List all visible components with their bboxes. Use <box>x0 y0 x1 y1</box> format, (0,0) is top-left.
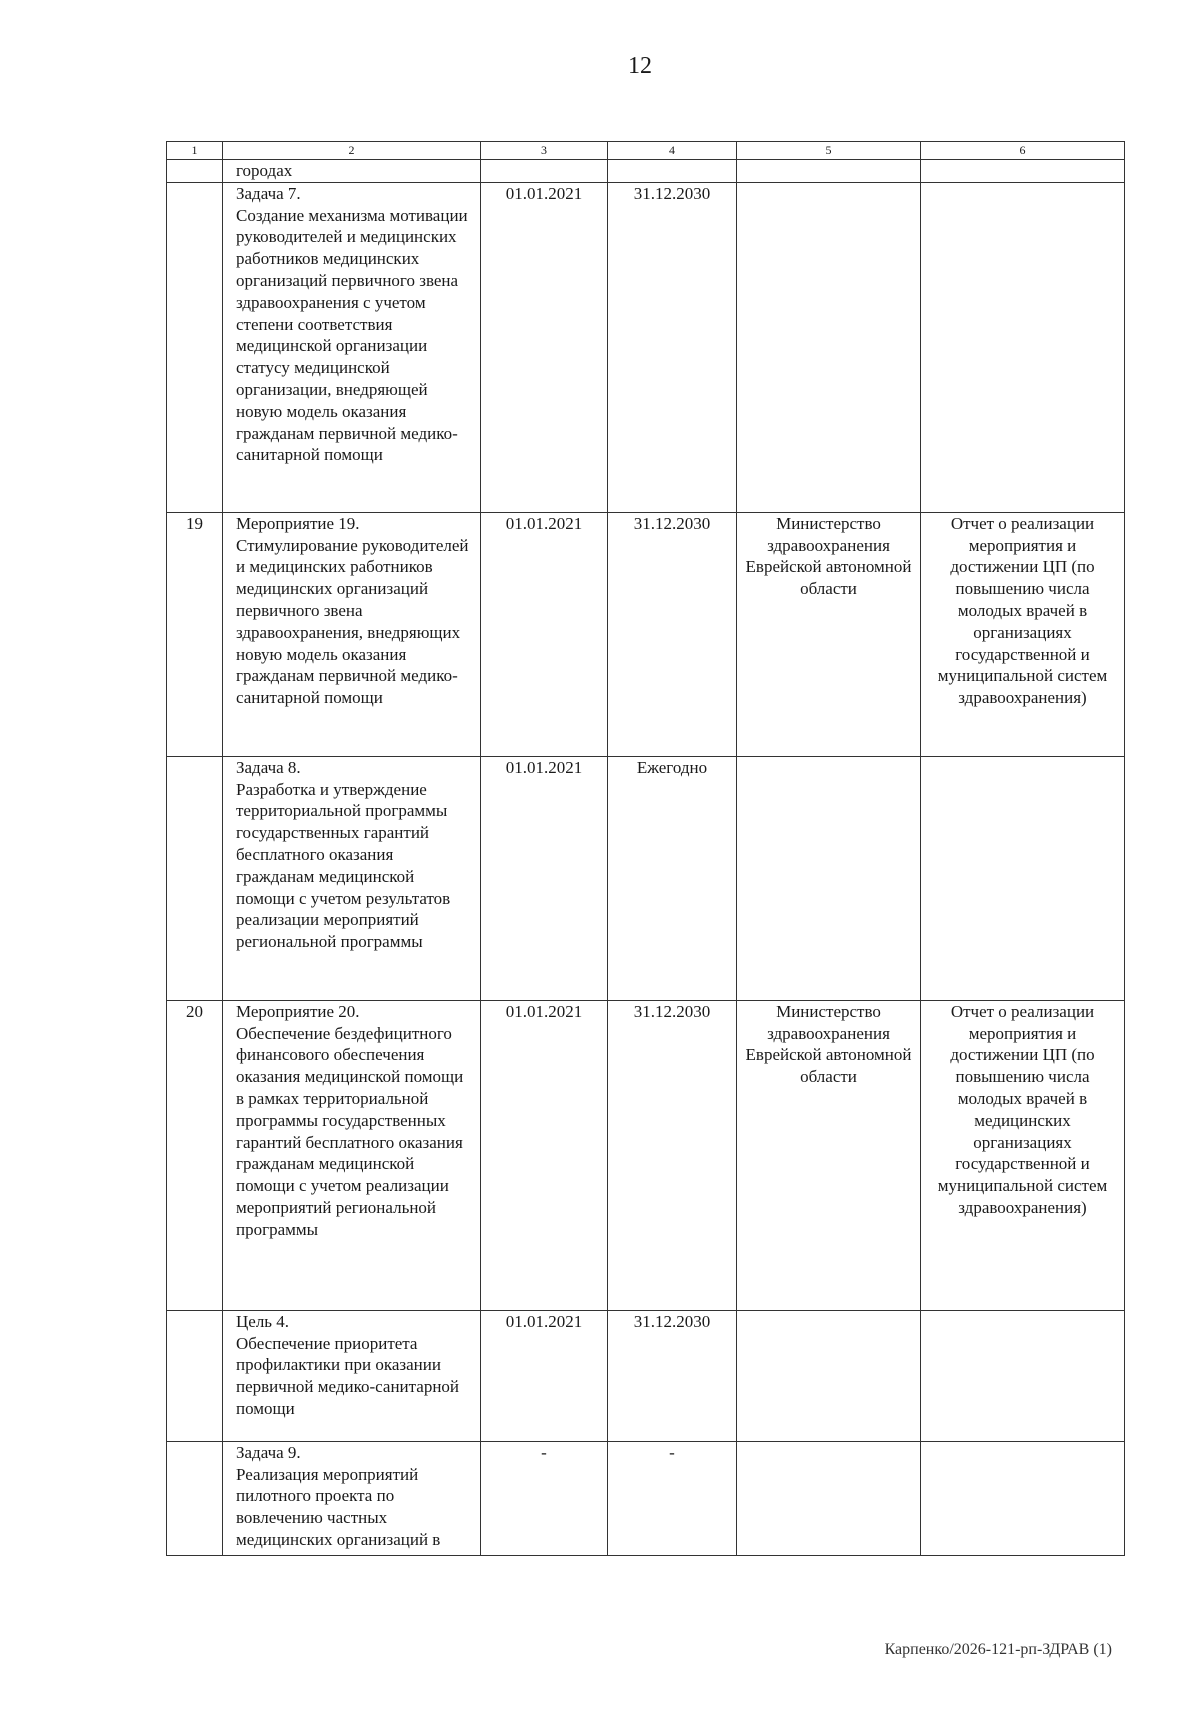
row-number-cell <box>167 1310 223 1441</box>
result-cell: Отчет о реализации мероприятия и достижении ЦП (по повышению числа молодых врачей в организациях государственной и муниципальной систем здравоохранения) <box>921 512 1125 756</box>
end-date-cell: Ежегодно <box>608 756 737 1000</box>
end-date-cell: 31.12.2030 <box>608 512 737 756</box>
column-header: 6 <box>921 142 1125 160</box>
responsible-cell: Министерство здравоохранения Еврейской автономной области <box>737 512 921 756</box>
responsible-cell <box>737 756 921 1000</box>
document-table <box>166 141 1125 1556</box>
row-number-cell <box>167 1441 223 1555</box>
row-number-cell <box>167 160 223 183</box>
table-row <box>167 756 1125 1000</box>
column-header: 4 <box>608 142 737 160</box>
measure-text-cell: Задача 9. Реализация мероприятий пилотного проекта по вовлечению частных медицинских организаций в <box>223 1441 481 1555</box>
responsible-cell <box>737 160 921 183</box>
row-number-cell: 20 <box>167 1000 223 1310</box>
responsible-cell <box>737 182 921 512</box>
table-header-row <box>167 142 1125 160</box>
column-header: 1 <box>167 142 223 160</box>
measure-text-cell: городах <box>223 160 481 183</box>
table-row <box>167 182 1125 512</box>
table-row <box>167 1310 1125 1441</box>
start-date-cell: 01.01.2021 <box>481 182 608 512</box>
document-code: Карпенко/2026-121-рп-ЗДРАВ (1) <box>884 1641 1112 1658</box>
end-date-cell: 31.12.2030 <box>608 1310 737 1441</box>
end-date-cell: 31.12.2030 <box>608 182 737 512</box>
start-date-cell: 01.01.2021 <box>481 512 608 756</box>
result-cell <box>921 160 1125 183</box>
end-date-cell: - <box>608 1441 737 1555</box>
row-number-cell <box>167 756 223 1000</box>
end-date-cell: 31.12.2030 <box>608 1000 737 1310</box>
responsible-cell <box>737 1310 921 1441</box>
result-cell <box>921 1310 1125 1441</box>
table-row <box>167 160 1125 183</box>
table-row <box>167 1441 1125 1555</box>
result-cell <box>921 182 1125 512</box>
column-header: 3 <box>481 142 608 160</box>
responsible-cell <box>737 1441 921 1555</box>
responsible-cell: Министерство здравоохранения Еврейской автономной области <box>737 1000 921 1310</box>
start-date-cell <box>481 160 608 183</box>
result-cell: Отчет о реализации мероприятия и достижении ЦП (по повышению числа молодых врачей в медицинских организациях государственной и муниципальной систем здравоохранения) <box>921 1000 1125 1310</box>
start-date-cell: 01.01.2021 <box>481 756 608 1000</box>
start-date-cell: 01.01.2021 <box>481 1310 608 1441</box>
start-date-cell: 01.01.2021 <box>481 1000 608 1310</box>
table-row <box>167 1000 1125 1310</box>
measure-text-cell: Мероприятие 19. Стимулирование руководителей и медицинских работников медицинских организаций первичного звена здравоохранения, внедряющих новую модель оказания гражданам первичной медико-санитарной помощи <box>223 512 481 756</box>
measure-text-cell: Мероприятие 20. Обеспечение бездефицитного финансового обеспечения оказания медицинской помощи в рамках территориальной программы государственных гарантий бесплатного оказания гражданам медицинской помощи с учетом реализации мероприятий региональной программы <box>223 1000 481 1310</box>
table-row <box>167 512 1125 756</box>
measure-text-cell: Цель 4. Обеспечение приоритета профилактики при оказании первичной медико-санитарной помощи <box>223 1310 481 1441</box>
result-cell <box>921 1441 1125 1555</box>
start-date-cell: - <box>481 1441 608 1555</box>
result-cell <box>921 756 1125 1000</box>
row-number-cell: 19 <box>167 512 223 756</box>
column-header: 5 <box>737 142 921 160</box>
row-number-cell <box>167 182 223 512</box>
end-date-cell <box>608 160 737 183</box>
page-number: 12 <box>628 53 652 79</box>
column-header: 2 <box>223 142 481 160</box>
measure-text-cell: Задача 7. Создание механизма мотивации руководителей и медицинских работников медицинских организаций первичного звена здравоохранения с учетом степени соответствия медицинской организации статусу медицинской организации, внедряющей новую модель оказания гражданам первичной медико-санитарной помощи <box>223 182 481 512</box>
measure-text-cell: Задача 8. Разработка и утверждение территориальной программы государственных гарантий бесплатного оказания гражданам медицинской помощи с учетом результатов реализации мероприятий региональной программы <box>223 756 481 1000</box>
